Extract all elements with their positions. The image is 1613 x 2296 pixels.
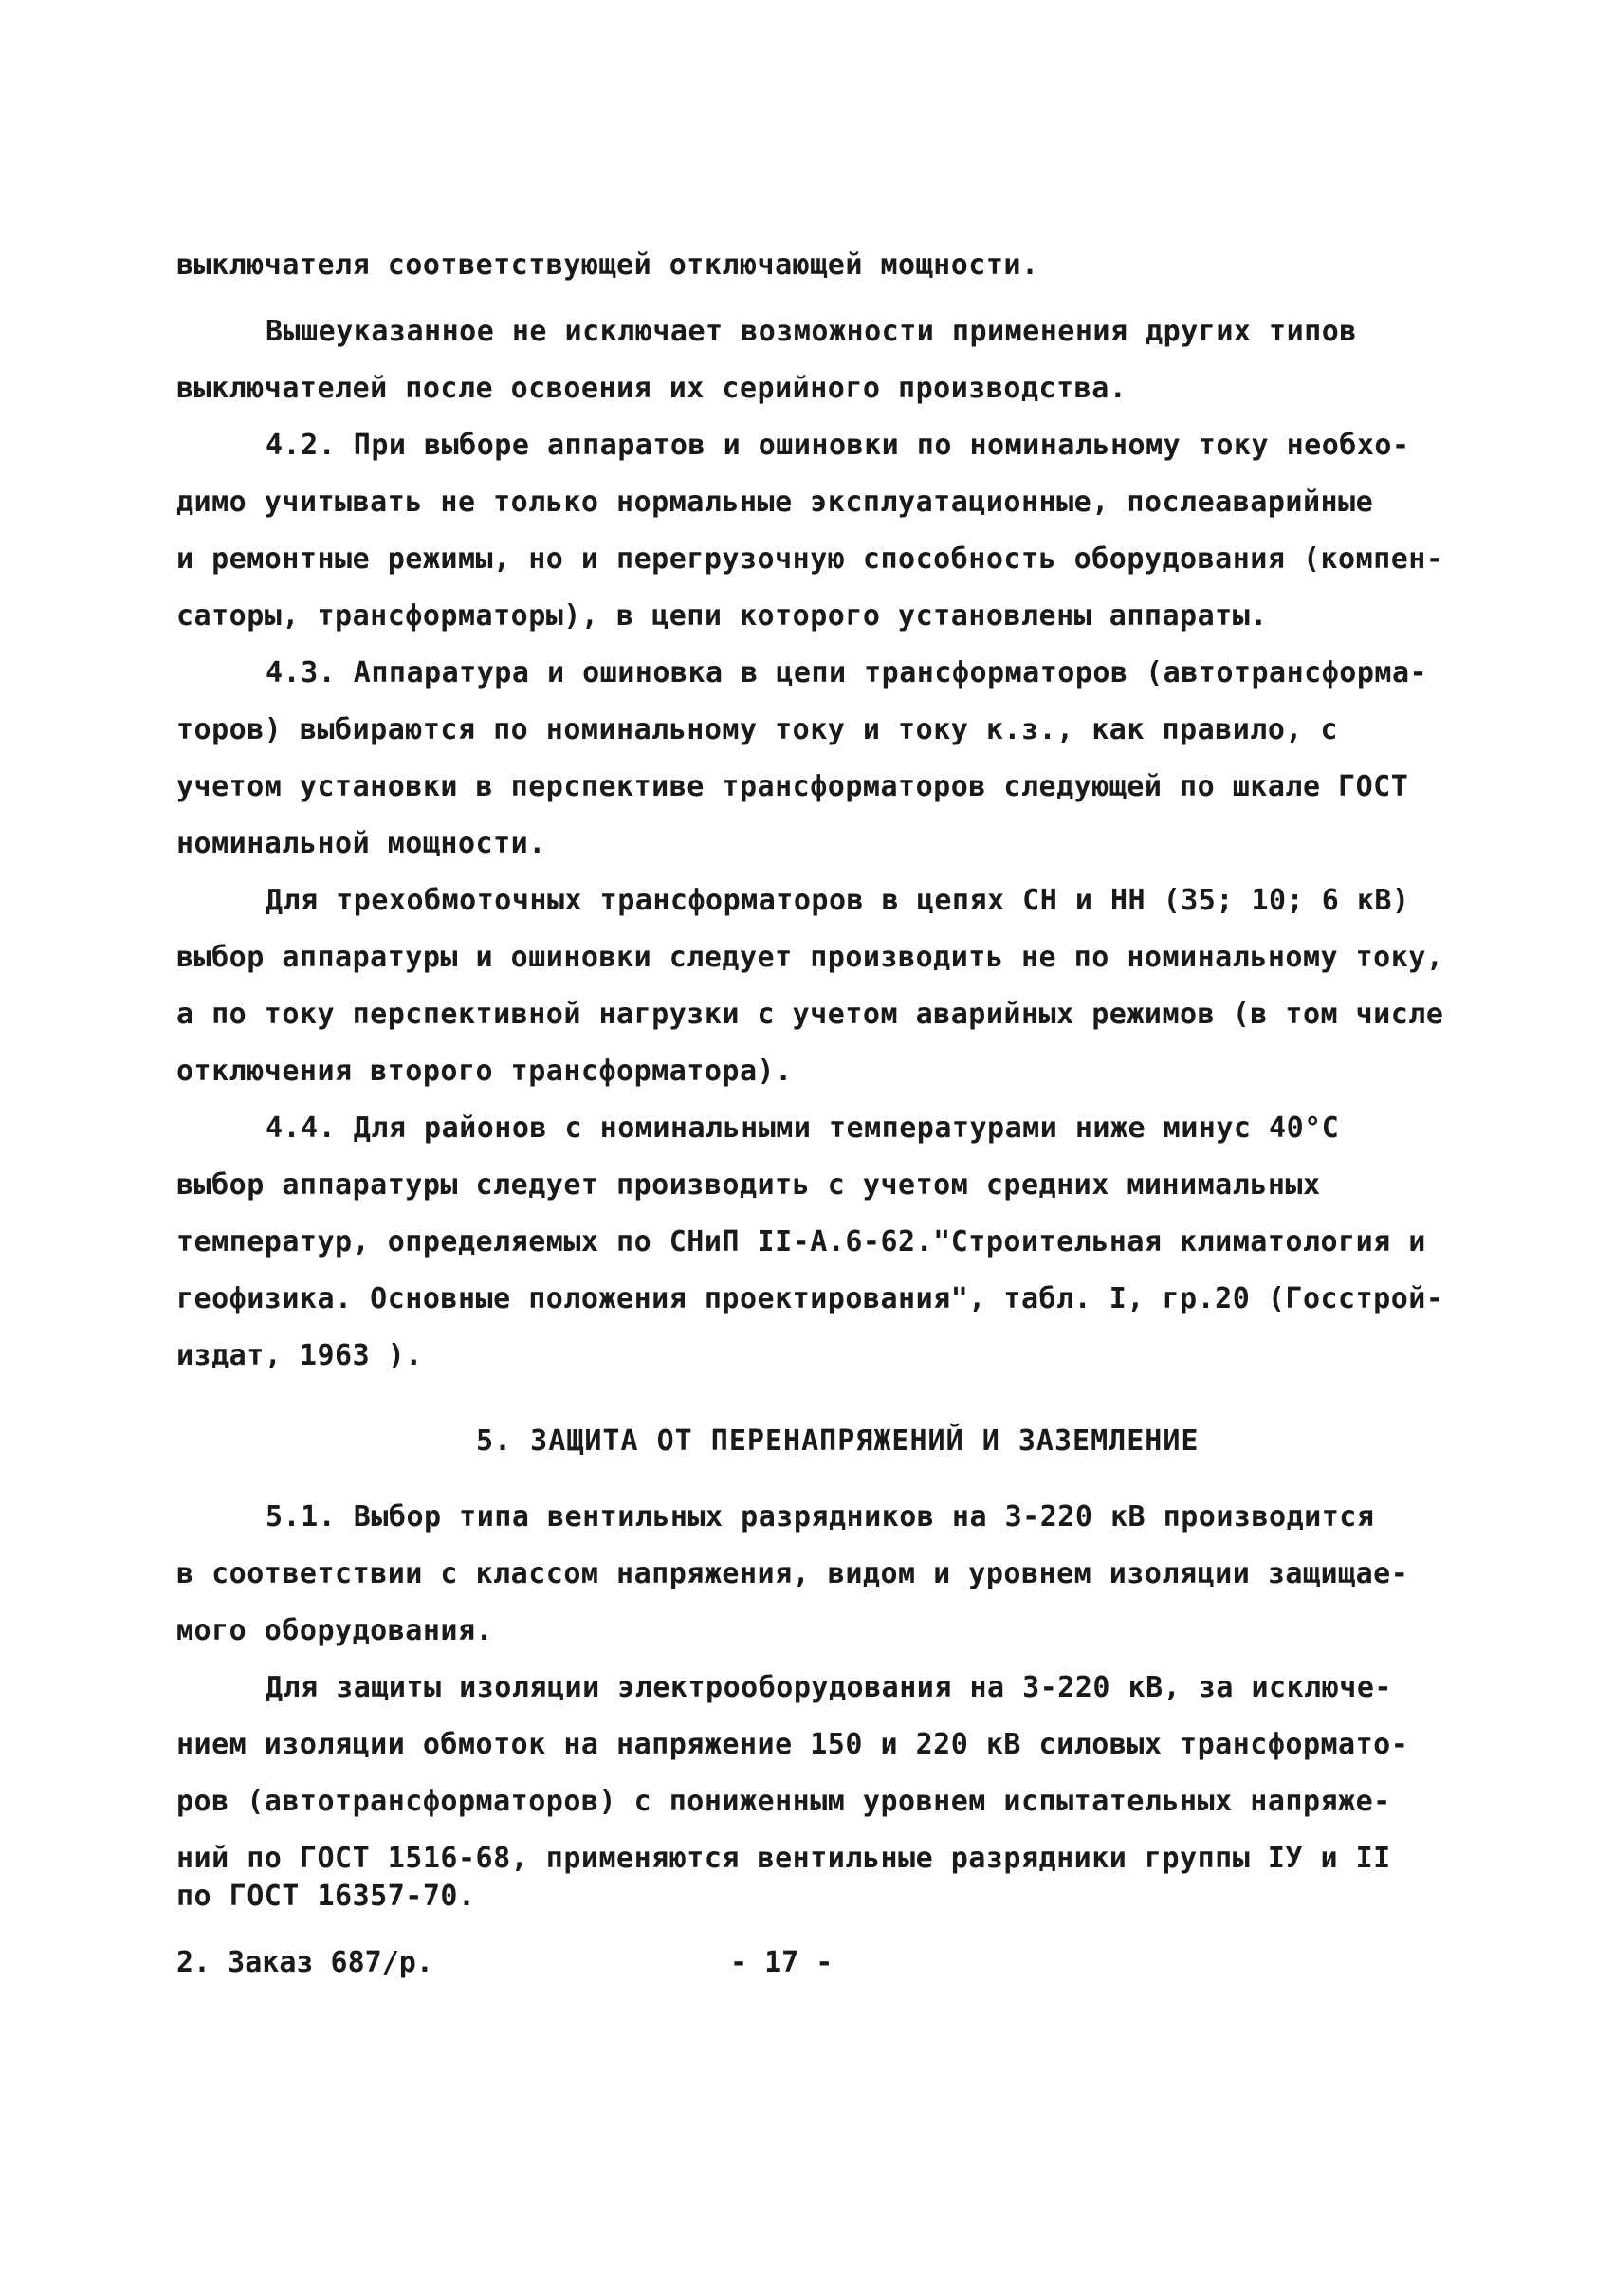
- text-line: димо учитывать не только нормальные эксплуатационные, послеаварийные: [176, 486, 1374, 519]
- text-line: температур, определяемых по СНиП II-А.6-62."Строительная климатология и: [176, 1225, 1426, 1258]
- text-line: в соответствии с классом напряжения, видом и уровнем изоляции защищае-: [176, 1557, 1409, 1590]
- text-line: геофизика. Основные положения проектирования", табл. I, гр.20 (Госстрой-: [176, 1282, 1444, 1315]
- text-line: отключения второго трансформатора).: [176, 1055, 793, 1088]
- text-line: 4.3. Аппаратура и ошиновка в цепи трансформаторов (автотрансформа-: [266, 656, 1428, 689]
- text-line: 5.1. Выбор типа вентильных разрядников на 3-220 кВ производится: [266, 1500, 1375, 1534]
- text-line: 4.2. При выборе аппаратов и ошиновки по номинальному току необхо-: [266, 429, 1410, 462]
- text-line: нием изоляции обмоток на напряжение 150 и 220 кВ силовых трансформато-: [176, 1728, 1409, 1761]
- text-line: Для защиты изоляции электрооборудования на 3-220 кВ, за исключе-: [266, 1671, 1392, 1704]
- text-line: выбор аппаратуры и ошиновки следует производить не по номинальному току,: [176, 941, 1444, 974]
- text-line: выключателей после освоения их серийного производства.: [176, 372, 1127, 405]
- text-line: 4.4. Для районов с номинальными температурами ниже минус 40°С: [266, 1111, 1340, 1145]
- text-line: торов) выбираются по номинальному току и току к.з., как правило, с: [176, 713, 1339, 746]
- text-line: ров (автотрансформаторов) с пониженным уровнем испытательных напряже-: [176, 1785, 1391, 1818]
- text-line: ний по ГОСТ 1516-68, применяются вентильные разрядники группы IУ и II: [176, 1842, 1391, 1875]
- text-line: выключателя соответствующей отключающей мощности.: [176, 248, 1039, 282]
- text-line: выбор аппаратуры следует производить с учетом средних минимальных: [176, 1168, 1321, 1202]
- text-line: номинальной мощности.: [176, 827, 546, 860]
- text-line: издат, 1963 ).: [176, 1339, 423, 1372]
- text-line: и ремонтные режимы, но и перегрузочную способность оборудования (компен-: [176, 542, 1444, 576]
- text-line: учетом установки в перспективе трансформаторов следующей по шкале ГОСТ: [176, 770, 1409, 803]
- section-title: 5. ЗАЩИТА ОТ ПЕРЕНАПРЯЖЕНИЙ И ЗАЗЕМЛЕНИЕ: [476, 1424, 1200, 1458]
- page-number: - 17 -: [730, 1946, 834, 1979]
- text-line: мого оборудования.: [176, 1614, 494, 1647]
- text-line: по ГОСТ 16357-70.: [176, 1880, 476, 1913]
- text-line: саторы, трансформаторы), в цепи которого установлены аппараты.: [176, 599, 1268, 633]
- text-line: Для трехобмоточных трансформаторов в цепях СН и НН (35; 10; 6 кВ): [266, 884, 1410, 917]
- text-line: а по току перспективной нагрузки с учетом аварийных режимов (в том числе: [176, 998, 1444, 1031]
- order-number: 2. Заказ 687/р.: [176, 1946, 433, 1979]
- text-line: Вышеуказанное не исключает возможности применения других типов: [266, 315, 1357, 348]
